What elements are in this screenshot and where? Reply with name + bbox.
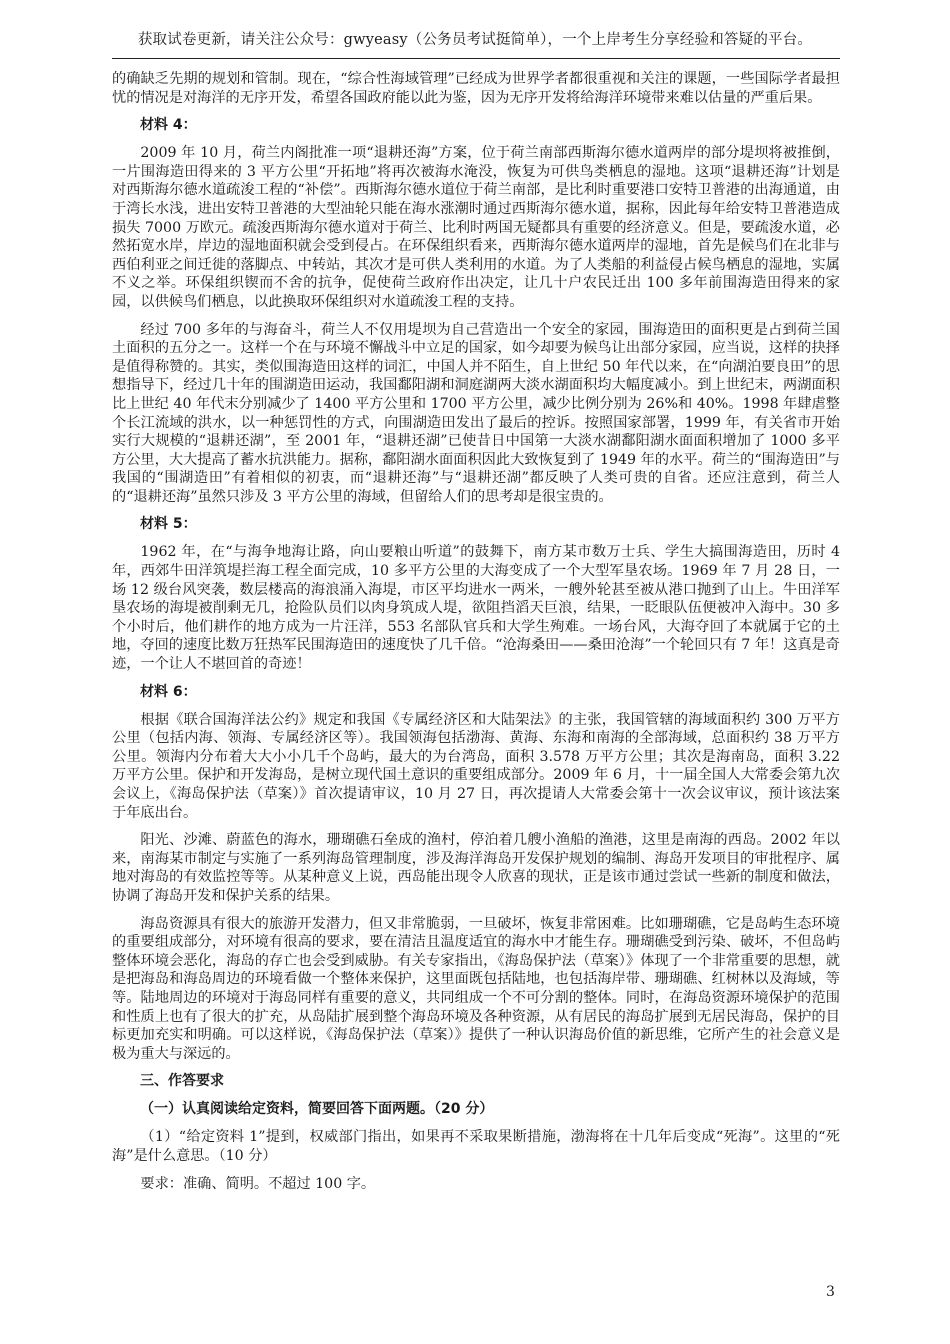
section-3-title: 三、作答要求	[140, 1073, 224, 1090]
material-6-paragraph-1: 根据《联合国海洋法公约》规定和我国《专属经济区和大陆架法》的主张，我国管辖的海域面积约 300 万平方公里（包括内海、领海、专属经济区等）。我国领海包括渤海、黄海、东海和南海的全部海域，总面积约 38 万平方公里。领海内分布着大大小小几千个岛屿，最大的为台湾岛，面积 3.578 万平方公里；其次是海南岛，面积 3.22 万平方公里。保护和开发海岛，是树立现代国土意识的重要组成部分。2009 年 6 月，十一届全国人大常委会第九次会议上，《海岛保护法（草案）》首次提请审议，10 月 27 日，再次提请人大常委会第十一次会议审议，预计该法案于年底出台。	[112, 711, 840, 821]
page-number: 3	[826, 1284, 835, 1300]
header-divider	[112, 58, 840, 59]
material-6-paragraph-2: 阳光、沙滩、蔚蓝色的海水，珊瑚礁石垒成的渔村，停泊着几艘小渔船的渔港，这里是南海的西岛。2002 年以来，南海某市制定与实施了一系列海岛管理制度，涉及海洋海岛开发保护规划的编制、海岛开发项目的审批程序、属地对海岛的有效监控等等。从某种意义上说，西岛能出现令人欣喜的现状，正是该市通过尝试一些新的制度和做法，协调了海岛开发和保护关系的结果。	[112, 832, 840, 904]
material-4-title: 材料 4：	[140, 117, 197, 134]
question-1-requirement: 要求：准确、简明。不超过 100 字。	[140, 1175, 376, 1192]
material-6-title: 材料 6：	[140, 683, 197, 700]
page-header: 获取试卷更新，请关注公众号：gwyeasy（公务员考试挺简单），一个上岸考生分享经验和答疑的平台。	[137, 32, 813, 48]
question-1: （1）“给定资料 1”提到，权威部门指出，如果再不采取果断措施，渤海将在十几年后变成“死海”。这里的“死海”是什么意思。（10 分）	[112, 1129, 840, 1164]
material-5-paragraph-1: 1962 年，在“与海争地海让路，向山要粮山听道”的鼓舞下，南方某市数万士兵、学生大搞围海造田，历时 4 年，西郊牛田洋筑堤拦海工程全面完成，10 多平方公里的大海变成了一个大型军垦农场。1969 年 7 月 28 日，一场 12 级台风突袭，数层楼高的海浪涌入海堤，市区平均进水一两米，一艘外轮甚至被从港口抛到了山上。牛田洋军垦农场的海堤被削剩无几，抢险队员们以肉身筑成人堤，欲阻挡滔天巨浪，结果，一眨眼队伍便被冲入海中。30 多个小时后，他们耕作的地方成为一片汪洋，553 名部队官兵和大学生殉难。一场台风，大海夺回了本就属于它的土地，夺回的速度比数万狂热军民围海造田的速度快了几千倍。“沧海桑田——桑田沧海”一个轮回只有 7 年！这真是奇迹，一个让人不堪回首的奇迹！	[112, 544, 840, 673]
material-4-paragraph-2: 经过 700 多年的与海奋斗，荷兰人不仅用堤坝为自己营造出一个安全的家园，围海造田的面积更是占到荷兰国土面积的五分之一。这样一个在与环境不懈战斗中立足的国家，如今却要为候鸟让出部分家园，应当说，这样的抉择是值得称赞的。其实，类似围海造田这样的词汇，中国人并不陌生，自上世纪 50 年代以来，在“向湖泊要良田”的思想指导下，经过几十年的围湖造田运动，我国鄱阳湖和洞庭湖两大淡水湖面积均大幅度减小。到上世纪末，两湖面积比上世纪 40 年代末分别减少了 1400 平方公里和 1700 平方公里，减少比例分别为 26%和 40%。1998 年肆虐整个长江流域的洪水，以一种惩罚性的方式，向围湖造田发出了最后的控诉。按照国家部署，1999 年，有关省市开始实行大规模的“退耕还湖”，至 2001 年，“退耕还湖”已使昔日中国第一大淡水湖鄱阳湖水面面积增加了 1000 多平方公里，大大提高了蓄水抗洪能力。据称，鄱阳湖水面面积因此大致恢复到了 1949 年的水平。荷兰的“围海造田”与我国的“围湖造田”有着相似的初衷，而“退耕还海”与“退耕还湖”都反映了人类可贵的自省。还应注意到，荷兰人的“退耕还海”虽然只涉及 3 平方公里的海域，但留给人们的思考却是很宝贵的。	[112, 321, 840, 505]
material-5-title: 材料 5：	[140, 516, 197, 533]
material-4-paragraph-1: 2009 年 10 月，荷兰内阁批准一项“退耕还海”方案，位于荷兰南部西斯海尔德水道两岸的部分堤坝将被推倒，一片围海造田得来的 3 平方公里“开拓地”将再次被海水淹没，恢复为可供鸟类栖息的湿地。这项“退耕还海”计划是对西斯海尔德水道疏浚工程的“补偿”。西斯海尔德水道位于荷兰南部，是比利时重要港口安特卫普港的出海通道，由于湾长水浅，进出安特卫普港的大型油轮只能在海水涨潮时通过西斯海尔德水道，据称，因此每年给安特卫普港造成损失 7000 万欧元。疏浚西斯海尔德水道对于荷兰、比利时两国无疑都具有重要的经济意义。但是，要疏浚水道，必然拓宽水岸，岸边的湿地面积就会受到侵占。在环保组织看来，西斯海尔德水道两岸的湿地，首先是候鸟们在北非与西伯利亚之间迁徙的落脚点、中转站，其次才是可供人类利用的水道。为了人类船的利益侵占候鸟栖息的湿地，实属不义之举。环保组织锲而不舍的抗争，促使荷兰政府作出决定，让几十户农民迁出 100 多年前围海造田得来的家园，以供候鸟们栖息，以此换取环保组织对水道疏浚工程的支持。	[112, 145, 840, 310]
material-6-paragraph-3: 海岛资源具有很大的旅游开发潜力，但又非常脆弱，一旦破坏，恢复非常困难。比如珊瑚礁，它是岛屿生态环境的重要组成部分，对环境有很高的要求，要在清洁且温度适宜的海水中才能生存。珊瑚礁受到污染、破坏，不但岛屿整体环境会恶化，海岛的存亡也会受到威胁。有关专家指出，《海岛保护法（草案）》体现了一个非常重要的思想，就是把海岛和海岛周边的环境看做一个整体来保护，这里面既包括陆地，也包括海岸带、珊瑚礁、红树林以及海域，等等。陆地周边的环境对于海岛同样有重要的意义，共同组成一个不可分割的整体。同时，在海岛资源环境保护的范围和性质上也有了很大的扩充，从岛陆扩展到整个海岛环境及各种资源，从有居民的海岛扩展到无居民海岛，保护的目标更加充实和明确。可以这样说，《海岛保护法（草案）》提供了一种认识海岛价值的新思维，它所产生的社会意义是极为重大与深远的。	[112, 915, 840, 1062]
document-body	[112, 70, 840, 1193]
continuation-paragraph: 的确缺乏先期的规划和管制。现在，“综合性海域管理”已经成为世界学者都很重视和关注的课题，一些国际学者最担忧的情况是对海洋的无序开发，希望各国政府能以此为鉴，因为无序开发将给海洋环境带来难以估量的严重后果。	[112, 71, 840, 106]
section-3-subtitle: （一）认真阅读给定资料，简要回答下面两题。（20 分）	[140, 1101, 494, 1118]
